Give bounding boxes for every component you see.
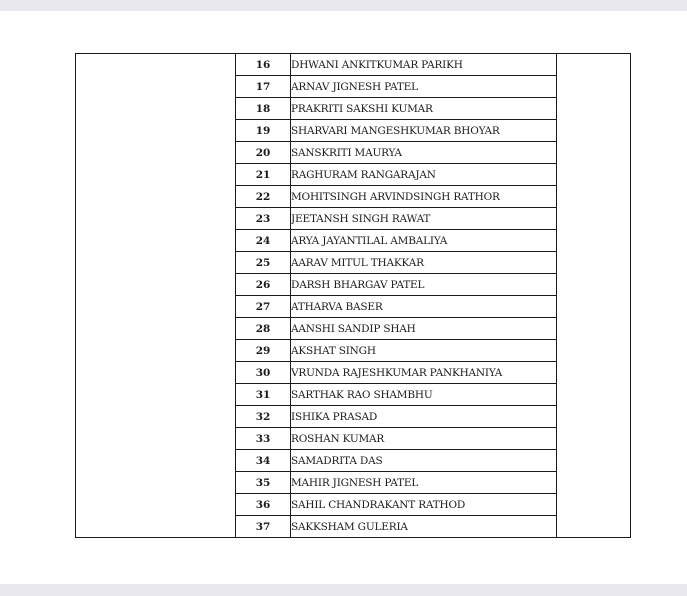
student-name-cell: SAMADRITA DAS (291, 450, 557, 472)
serial-number-cell: 17 (236, 76, 291, 98)
serial-number-cell: 19 (236, 120, 291, 142)
serial-number-cell: 36 (236, 494, 291, 516)
student-list-table (75, 53, 631, 538)
serial-number-cell: 24 (236, 230, 291, 252)
student-name-cell: ROSHAN KUMAR (291, 428, 557, 450)
serial-number-cell: 33 (236, 428, 291, 450)
student-name-cell: MOHITSINGH ARVINDSINGH RATHOR (291, 186, 557, 208)
student-name-cell: VRUNDA RAJESHKUMAR PANKHANIYA (291, 362, 557, 384)
blank-right-column (557, 54, 631, 538)
student-name-cell: DARSH BHARGAV PATEL (291, 274, 557, 296)
student-name-cell: SANSKRITI MAURYA (291, 142, 557, 164)
student-name-cell: ATHARVA BASER (291, 296, 557, 318)
student-name-cell: AKSHAT SINGH (291, 340, 557, 362)
serial-number-cell: 26 (236, 274, 291, 296)
serial-number-cell: 28 (236, 318, 291, 340)
student-name-cell: AANSHI SANDIP SHAH (291, 318, 557, 340)
serial-number-cell: 31 (236, 384, 291, 406)
serial-number-cell: 21 (236, 164, 291, 186)
student-name-cell: ISHIKA PRASAD (291, 406, 557, 428)
student-name-cell: SARTHAK RAO SHAMBHU (291, 384, 557, 406)
serial-number-cell: 32 (236, 406, 291, 428)
serial-number-cell: 18 (236, 98, 291, 120)
document-page (0, 11, 687, 584)
student-name-cell: ARYA JAYANTILAL AMBALIYA (291, 230, 557, 252)
serial-number-cell: 30 (236, 362, 291, 384)
serial-number-cell: 29 (236, 340, 291, 362)
student-name-cell: PRAKRITI SAKSHI KUMAR (291, 98, 557, 120)
student-name-cell: RAGHURAM RANGARAJAN (291, 164, 557, 186)
student-name-cell: SHARVARI MANGESHKUMAR BHOYAR (291, 120, 557, 142)
serial-number-cell: 35 (236, 472, 291, 494)
serial-number-cell: 16 (236, 54, 291, 76)
table-row (76, 54, 631, 76)
blank-left-column (76, 54, 236, 538)
student-name-cell: SAHIL CHANDRAKANT RATHOD (291, 494, 557, 516)
student-name-cell: ARNAV JIGNESH PATEL (291, 76, 557, 98)
serial-number-cell: 20 (236, 142, 291, 164)
student-name-cell: DHWANI ANKITKUMAR PARIKH (291, 54, 557, 76)
student-name-cell: SAKKSHAM GULERIA (291, 516, 557, 538)
serial-number-cell: 34 (236, 450, 291, 472)
student-name-cell: MAHIR JIGNESH PATEL (291, 472, 557, 494)
serial-number-cell: 23 (236, 208, 291, 230)
student-name-cell: JEETANSH SINGH RAWAT (291, 208, 557, 230)
student-name-cell: AARAV MITUL THAKKAR (291, 252, 557, 274)
serial-number-cell: 25 (236, 252, 291, 274)
serial-number-cell: 22 (236, 186, 291, 208)
student-list-body (76, 54, 631, 538)
serial-number-cell: 37 (236, 516, 291, 538)
serial-number-cell: 27 (236, 296, 291, 318)
